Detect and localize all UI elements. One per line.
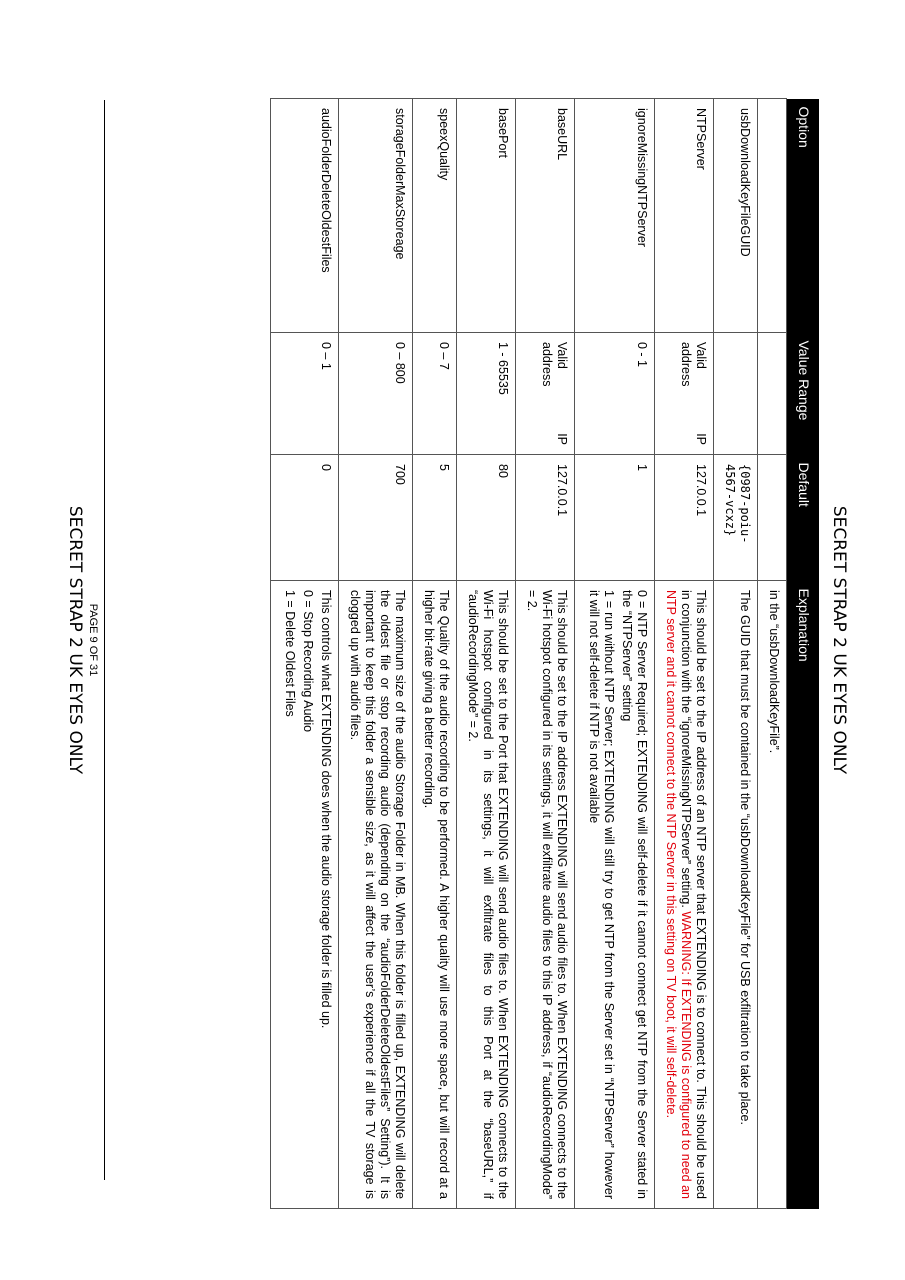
explanation-line: 0 = Stop Recording Audio [301,590,316,733]
explanation-line: 1 = Delete Oldest Files [283,590,298,717]
explanation: The Quality of the audio recording to be performed. A higher quality will use more space, but will record at a higher bit-rate giving a better recording. [413,581,457,1209]
value-range-part: IP [555,433,570,445]
option-name: basePort [457,99,516,333]
explanation [575,581,655,1209]
table-row-continuation [758,99,787,1209]
value-range-part: IP [694,433,709,445]
option-name: storageFolderMaxStoreage [339,99,413,333]
table-row [575,99,655,1209]
default-value: 700 [339,455,413,581]
footer-divider [104,100,105,1180]
option-name: speexQuality [413,99,457,333]
option-name: ignoreMissingNTPServer [575,99,655,333]
options-table-wrapper [270,98,819,1208]
option-name: audioFolderDeleteOldestFiles [271,99,339,333]
explanation: This should be set to the Port that EXTENDING will send audio files to. When EXTENDING connects to the Wi-Fi hotspot configured in its settings, it will exfiltrate files to this Port at the “baseURL,” if “audioRecordingMode” = 2. [457,581,516,1209]
value-range: 1 - 65535 [457,333,516,455]
default-value: 5 [413,455,457,581]
value-range [714,333,758,455]
table-row [339,99,413,1209]
default-value: 1 [575,455,655,581]
explanation-text: This should be set to the IP address of an NTP server that EXTENDING is to connect to. This should be used in conjunction with the “ignoreMissingNTPServer” setting. [679,590,709,1199]
explanation [271,581,339,1209]
value-range-part: address [679,342,694,387]
footer-classification: SECRET STRAP 2 UK EYES ONLY [65,505,85,775]
option-name: baseURL [516,99,575,333]
explanation-line: This controls what EXTENDING does when the audio storage folder is filled up. [319,590,334,1029]
value-range-part: address [540,342,555,387]
header-classification: SECRET STRAP 2 UK EYES ONLY [829,505,849,775]
value-range: 0 - 1 [575,333,655,455]
default-value: 80 [457,455,516,581]
explanation-line: 0 = NTP Server Required; EXTENDING will self-delete if it cannot connect get NTP from the Server stated in the “NTPServer” setting [620,590,650,1199]
default-value: 0 [271,455,339,581]
explanation: This should be set to the IP address EXTENDING will send audio files to. When EXTENDING connects to the Wi-Fi hotspot configured in its settings, it will exfiltrate audio files to this IP address, if “audioRecordingMode” = 2. [516,581,575,1209]
table-row [457,99,516,1209]
option-name: usbDownloadKeyFileGUID [714,99,758,333]
explanation [655,581,714,1209]
default-value: {0987-poiu-4567-vcxz} [714,455,758,581]
explanation-line: 1 = run without NTP Server; EXTENDING will still try to get NTP from the Server set in “NTPServer” however it will not self-delete if NTP is not available [587,590,617,1199]
table-row [413,99,457,1209]
default-value: 127.0.0.1 [516,455,575,581]
page-number: PAGE 9 OF 31 [87,603,99,677]
col-header-option: Option [787,99,819,333]
table-header-row [787,99,819,1209]
table-row [271,99,339,1209]
value-range [516,333,575,455]
warning-text: WARNING: If EXTENDING is configured to need an NTP server and it cannot connect to the NTP Server in this setting on TV boot, it will self-delete. [664,590,694,1200]
col-header-explanation: Explanation [787,581,819,1209]
option-name: NTPServer [655,99,714,333]
default-value: 127.0.0.1 [655,455,714,581]
continuation-text: in the “usbDownloadKeyFile”. [758,581,787,1209]
table-row [714,99,758,1209]
value-range-part: Valid [694,342,709,369]
options-table [270,98,819,1209]
value-range: 0 – 7 [413,333,457,455]
value-range-part: Valid [555,342,570,369]
explanation: The GUID that must be contained in the “usbDownloadKeyFile” for USB exfiltration to take place. [714,581,758,1209]
table-row [516,99,575,1209]
value-range [655,333,714,455]
table-row [655,99,714,1209]
value-range: 0 – 800 [339,333,413,455]
explanation: The maximum size of the audio Storage Folder in MB. When this folder is filled up, EXTENDING will delete the oldest file or stop recording audio (depending on the “audioFolderDeleteOldestFiles” Setting”). It is important to keep this folder a sensible size, as it will affect the user’s experience if all the TV storage is clogged up with audio files. [339,581,413,1209]
col-header-default: Default [787,455,819,581]
col-header-value-range: Value Range [787,333,819,455]
value-range: 0 – 1 [271,333,339,455]
